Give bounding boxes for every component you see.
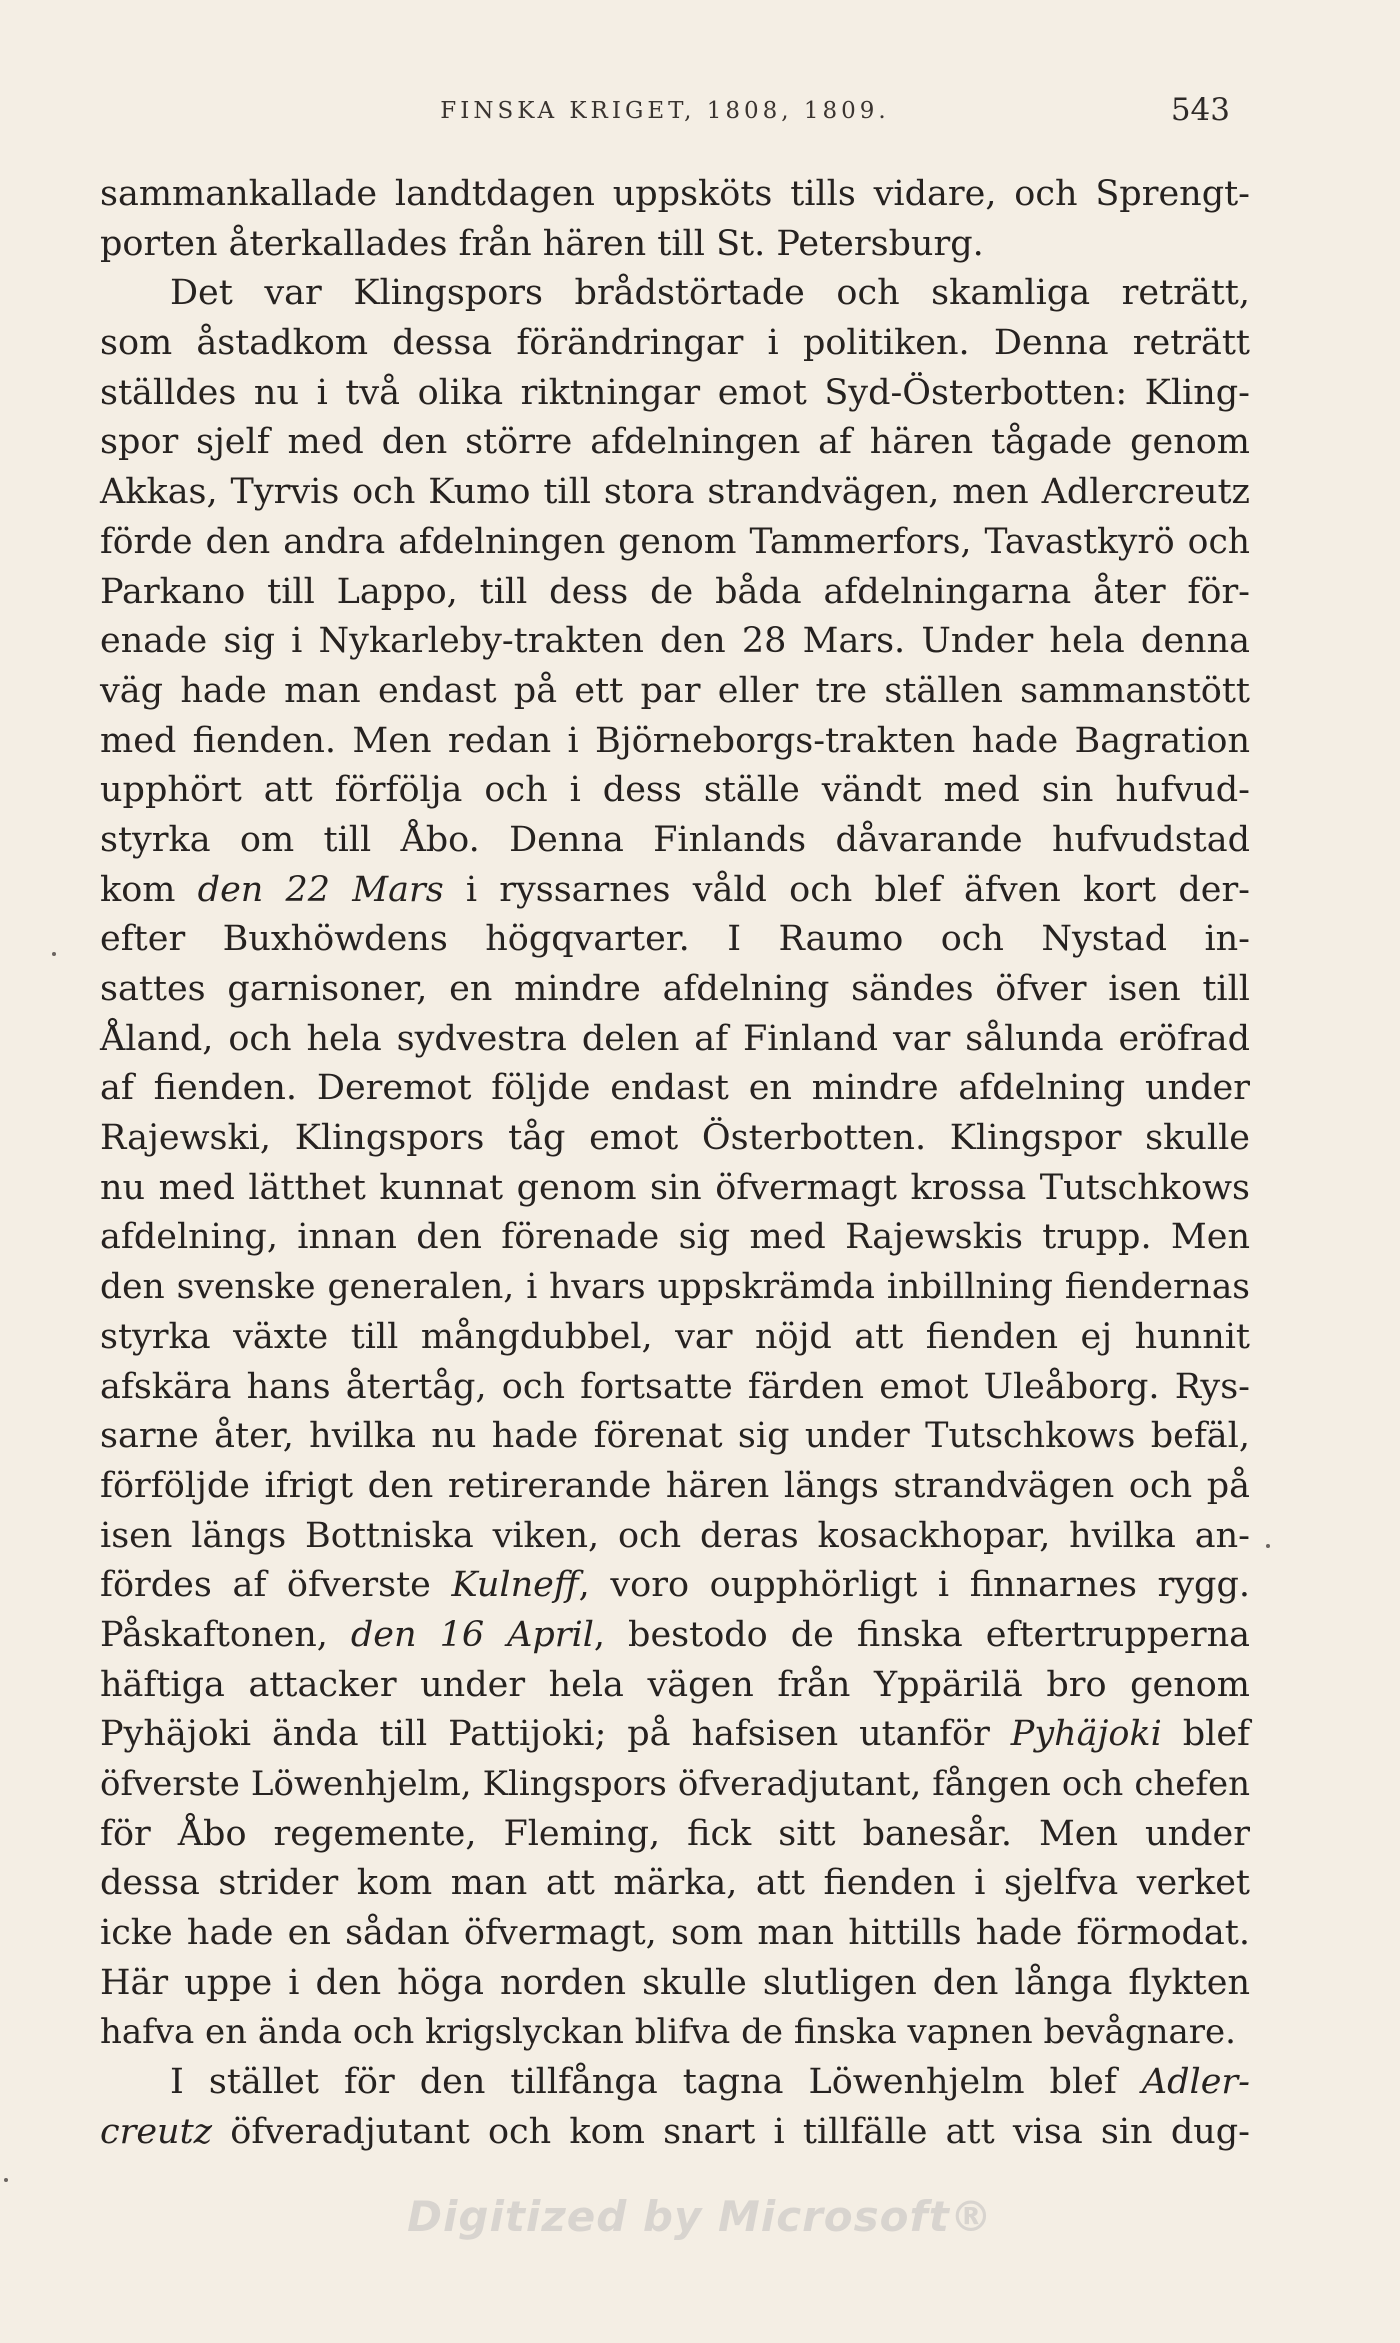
watermark: Digitized by Microsoft® (407, 2192, 993, 2241)
text-line (100, 1710, 1250, 1760)
text-line (100, 1611, 1250, 1661)
text-line (100, 2058, 1250, 2108)
text-run: fördes af öfverste (100, 1565, 452, 1606)
text-run: Parkano till Lappo, till dess de båda afdelningarna åter för- (100, 571, 1250, 612)
text-line (100, 170, 1250, 220)
text-run: sarne åter, hvilka nu hade förenat sig under Tutschkows befäl, (100, 1416, 1250, 1457)
text-run: Det var Klingspors brådstörtade och skamliga reträtt, (170, 273, 1250, 314)
text-line (100, 1263, 1250, 1313)
text-run: nu med lätthet kunnat genom sin öfvermagt krossa Tutschkows (100, 1167, 1250, 1208)
text-line (100, 1909, 1250, 1959)
text-run: styrka om till Åbo. Denna Finlands dåvarande hufvudstad (100, 819, 1250, 860)
text-line (100, 1313, 1250, 1363)
page-speck (52, 952, 56, 956)
italic-text: Adler- (1141, 2062, 1250, 2103)
text-run: afskära hans återtåg, och fortsatte färden emot Uleåborg. Rys- (100, 1366, 1250, 1407)
text-line (100, 1760, 1250, 1810)
text-line (100, 617, 1250, 667)
text-run: sammankallade landtdagen uppsköts tills vidare, och Sprengt- (100, 174, 1250, 214)
text-line (100, 518, 1250, 568)
page-number: 543 (1170, 92, 1230, 128)
text-run: väg hade man endast på ett par eller tre ställen sammanstött (100, 670, 1250, 711)
text-run: Åland, och hela sydvestra delen af Finland var sålunda eröfrad (100, 1018, 1250, 1059)
text-line (100, 816, 1250, 866)
text-line (100, 568, 1250, 618)
text-run: blef (1161, 1714, 1250, 1755)
text-run: ställdes nu i två olika riktningar emot Syd-Österbotten: Kling- (100, 372, 1250, 413)
text-line (100, 1363, 1250, 1413)
text-run: porten återkallades från hären till St. Petersburg. (100, 223, 984, 264)
text-line (100, 1213, 1250, 1263)
text-run: efter Buxhöwdens högqvarter. I Raumo och Nystad in- (100, 919, 1250, 960)
italic-text: creutz (100, 2111, 213, 2152)
text-run: förde den andra afdelningen genom Tammerfors, Tavastkyrö och (100, 521, 1250, 562)
text-run: öfveradjutant och kom snart i tillfälle att visa sin dug- (212, 2111, 1250, 2152)
text-line (100, 1810, 1250, 1860)
text-line (100, 667, 1250, 717)
text-run: kom (100, 869, 198, 910)
text-run: af fienden. Deremot följde endast en mindre afdelning under (100, 1068, 1250, 1109)
text-run: för Åbo regemente, Fleming, fick sitt banesår. Men under (100, 1813, 1250, 1854)
text-line (100, 2108, 1250, 2158)
text-line (100, 2008, 1250, 2058)
text-run: häftiga attacker under hela vägen från Yppärilä bro genom (100, 1664, 1250, 1705)
text-run: spor sjelf med den större afdelningen af hären tågade genom (100, 422, 1250, 463)
text-run: hafva en ända och krigslyckan blifva de finska vapnen bevågnare. (100, 2012, 1236, 2053)
text-run: med fienden. Men redan i Björneborgs-trakten hade Bagration (100, 720, 1250, 761)
text-run: förföljde ifrigt den retirerande hären längs strandvägen och på (100, 1465, 1250, 1506)
text-run: styrka växte till mångdubbel, var nöjd att fienden ej hunnit (100, 1316, 1250, 1357)
text-line (100, 1661, 1250, 1711)
text-run: , bestodo de finska eftertrupperna (593, 1614, 1250, 1655)
body-text (100, 170, 1250, 2158)
text-line (100, 1064, 1250, 1114)
text-run: i ryssarnes våld och blef äfven kort der- (443, 869, 1250, 910)
text-run: sattes garnisoner, en mindre afdelning sändes öfver isen till (100, 969, 1250, 1009)
italic-text: den 22 Mars (197, 869, 444, 910)
text-line (100, 915, 1250, 965)
text-line (100, 220, 1250, 270)
running-title: FINSKA KRIGET, 1808, 1809. (440, 98, 890, 124)
text-run: Akkas, Tyrvis och Kumo till stora strandvägen, men Adlercreutz (100, 472, 1250, 513)
text-line (100, 1412, 1250, 1462)
page-speck (4, 2178, 8, 2182)
text-run: dessa strider kom man att märka, att fienden i sjelfva verket (100, 1863, 1250, 1904)
text-run: Rajewski, Klingspors tåg emot Österbotten. Klingspor skulle (100, 1118, 1250, 1159)
text-line (100, 1859, 1250, 1909)
page-speck (1266, 1544, 1270, 1548)
text-line (100, 269, 1250, 319)
text-run: I stället för den tillfånga tagna Löwenhjelm blef (170, 2062, 1142, 2103)
text-run: Här uppe i den höga norden skulle slutligen den långa flykten (100, 1962, 1250, 2003)
italic-text: Pyhäjoki (1010, 1714, 1162, 1755)
text-line (100, 766, 1250, 816)
italic-text: den 16 April (350, 1614, 594, 1655)
text-line (100, 866, 1250, 916)
text-run: den svenske generalen, i hvars uppskrämda inbillning fiendernas (100, 1267, 1250, 1308)
text-line (100, 1561, 1250, 1611)
text-line (100, 369, 1250, 419)
text-line (100, 1959, 1250, 2009)
text-line (100, 965, 1250, 1015)
text-run: enade sig i Nykarleby-trakten den 28 Mars. Under hela denna (100, 621, 1250, 662)
text-run: som åstadkom dessa förändringar i politiken. Denna reträtt (100, 323, 1250, 364)
text-line (100, 1164, 1250, 1214)
italic-text: Kulneff (451, 1565, 579, 1606)
text-run: , voro oupphörligt i finnarnes rygg. (578, 1565, 1250, 1606)
text-line (100, 1015, 1250, 1065)
text-line (100, 468, 1250, 518)
running-head (100, 92, 1230, 132)
text-run: Påskaftonen, (100, 1614, 351, 1655)
text-line (100, 1512, 1250, 1562)
text-line (100, 418, 1250, 468)
text-run: afdelning, innan den förenade sig med Rajewskis trupp. Men (100, 1217, 1250, 1258)
text-run: Pyhäjoki ända till Pattijoki; på hafsisen utanför (100, 1714, 1011, 1755)
text-line (100, 319, 1250, 369)
text-line (100, 717, 1250, 767)
text-run: öfverste Löwenhjelm, Klingspors öfveradjutant, fången och chefen (100, 1764, 1250, 1804)
text-line (100, 1462, 1250, 1512)
text-run: upphört att förfölja och i dess ställe vändt med sin hufvud- (100, 770, 1250, 811)
text-line (100, 1114, 1250, 1164)
text-run: icke hade en sådan öfvermagt, som man hittills hade förmodat. (100, 1913, 1250, 1954)
text-run: isen längs Bottniska viken, och deras kosackhopar, hvilka an- (100, 1515, 1250, 1556)
